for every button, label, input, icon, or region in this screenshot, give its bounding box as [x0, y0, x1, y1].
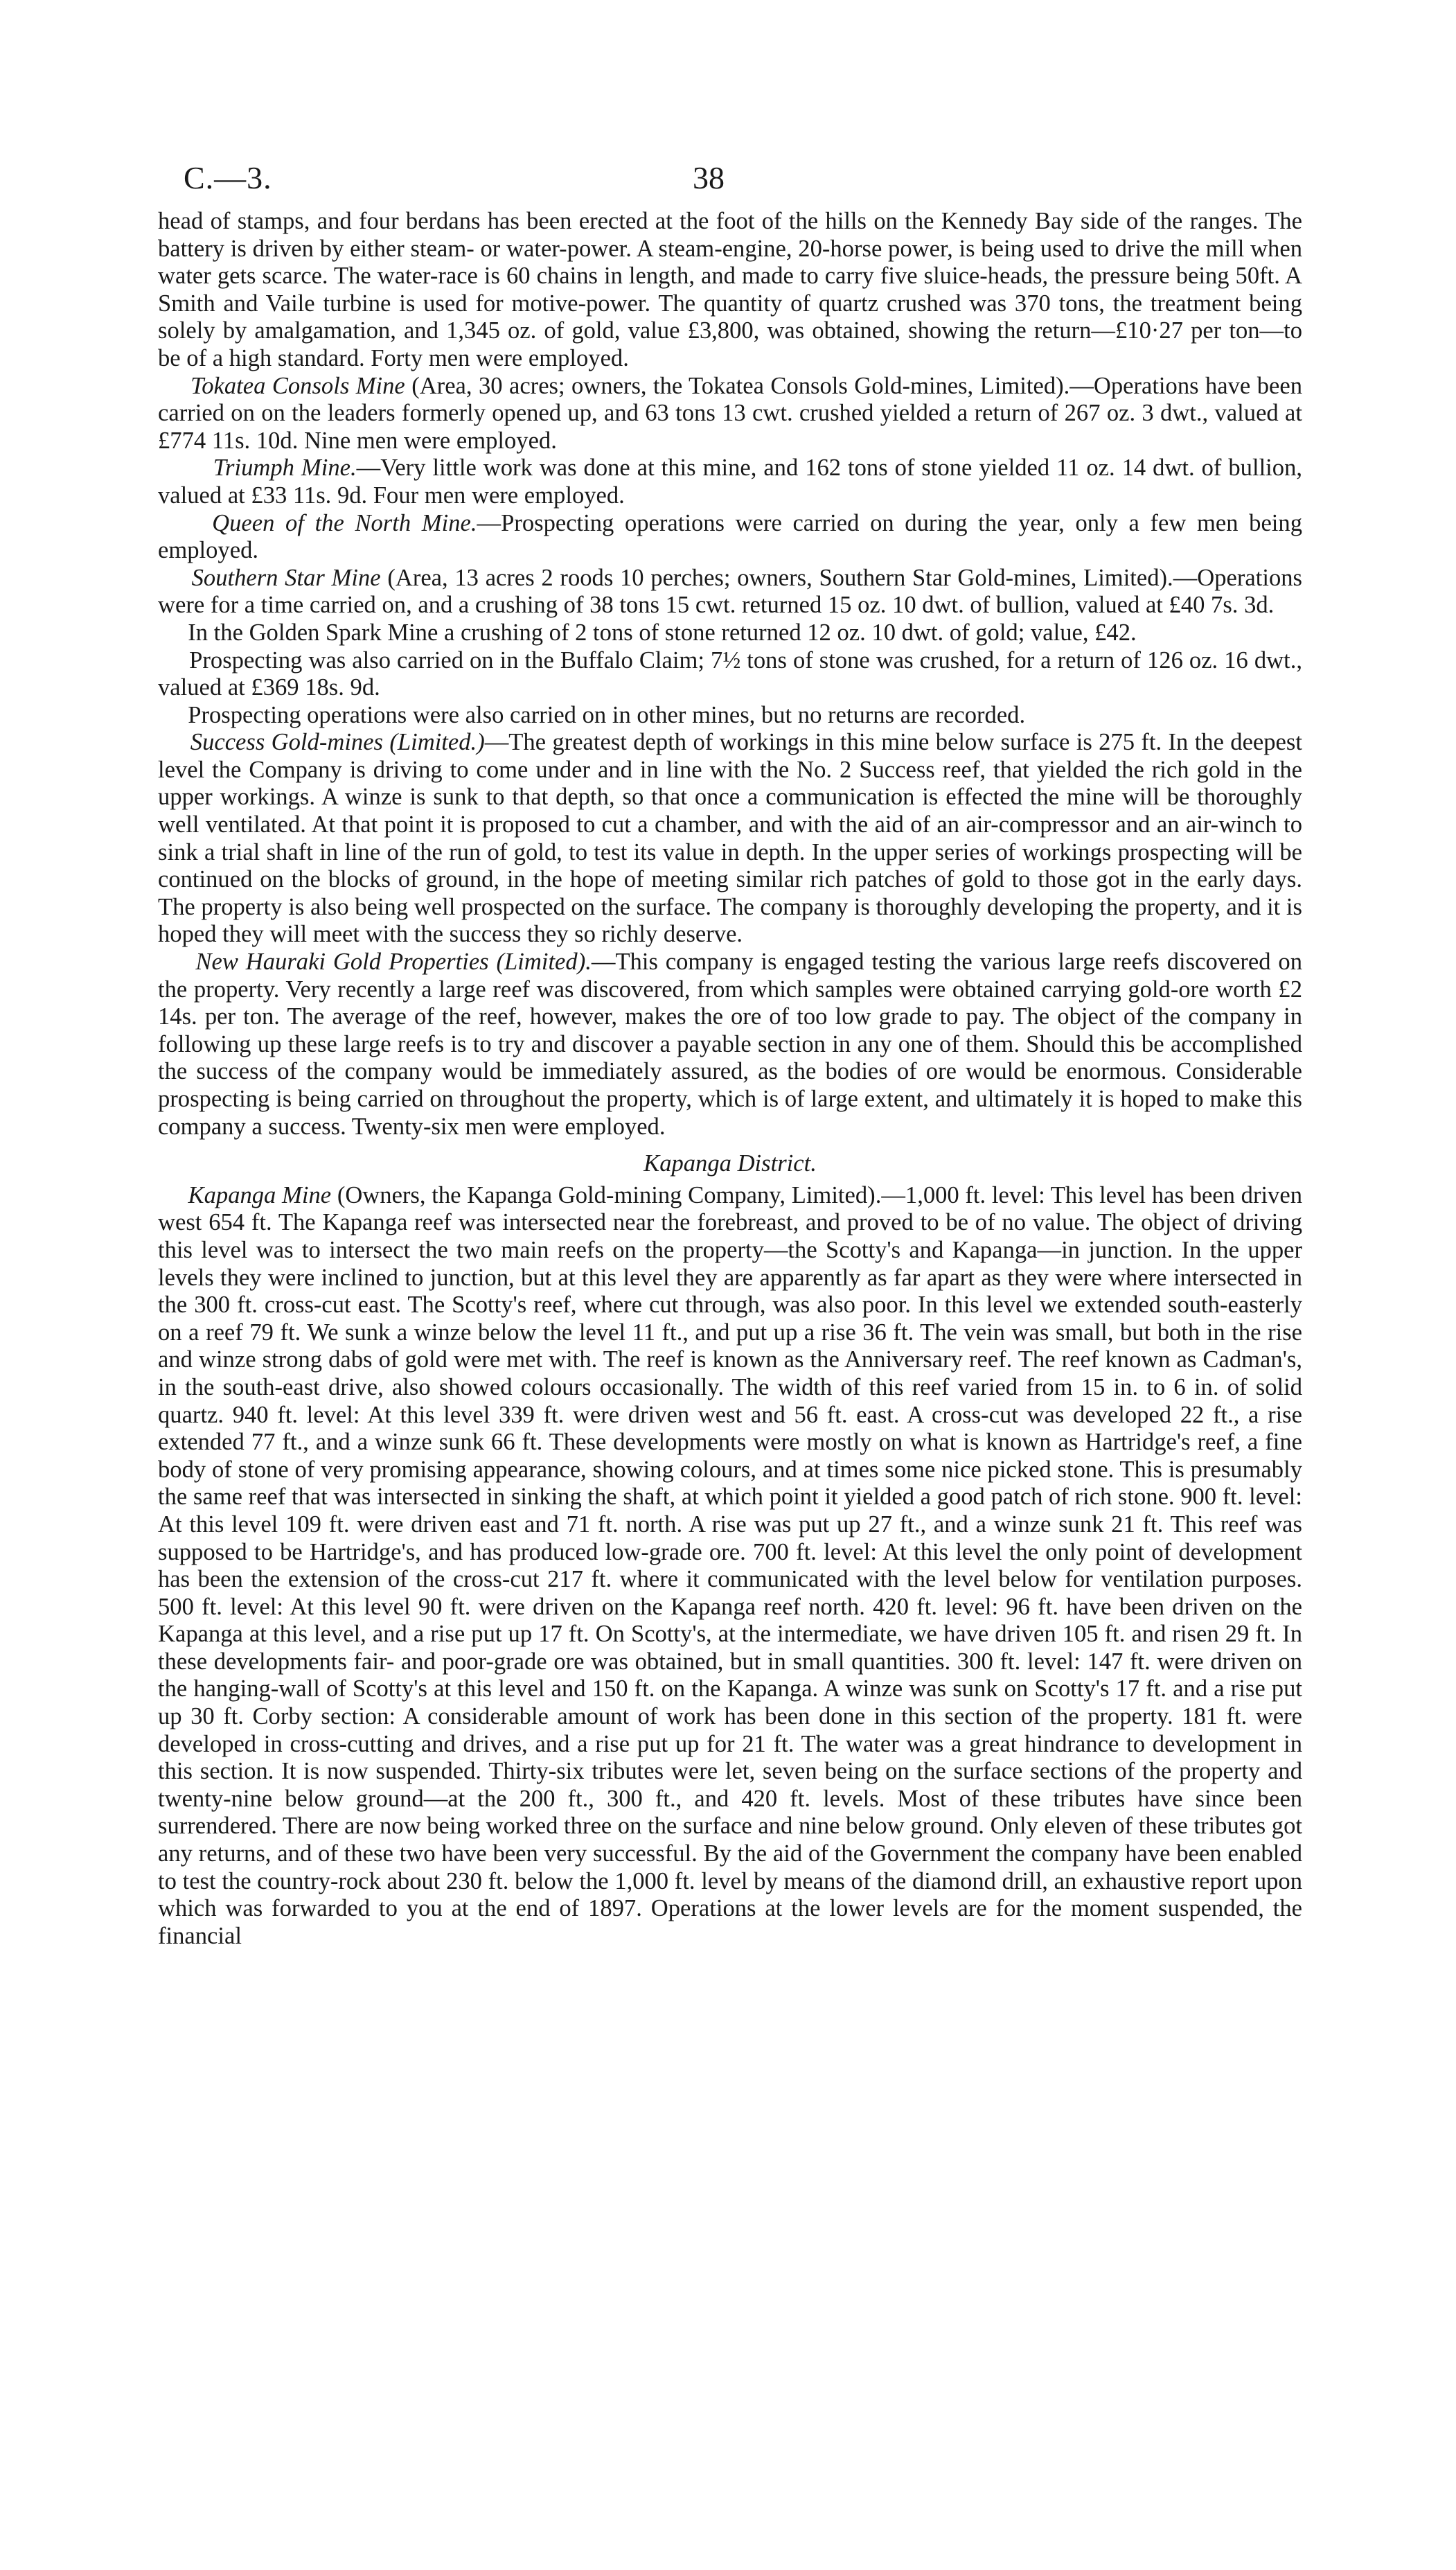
paragraph-text: (Owners, the Kapanga Gold-mining Company, Limited).—1,000 ft. level: This level has been driven west 654 ft. The Kapanga reef was intersected near the forebreast, and proved to be of no value. The object of driving this level was to intersect the two main reefs on the property—the Scotty's and Kapanga—in junction. In the upper levels they were inclined to junction, but at this level they are apparently as far apart as they were where intersected in the 300 ft. cross-cut east. The Scotty's reef, where cut through, was also poor. In this level we extended south-easterly on a reef 79 ft. We sunk a winze below the level 11 ft., and put up a rise 36 ft. The vein was small, but both in the rise and winze strong dabs of gold were met with. The reef is known as the Anniversary reef. The reef known as Cadman's, in the south-east drive, also showed colours occasionally. The width of this reef varied from 15 in. to 6 in. of solid quartz. 940 ft. level: At this level 339 ft. were driven west and 56 ft. east. A cross-cut was developed 22 ft., a rise extended 77 ft., and a winze sunk 66 ft. These developments were mostly on what is known as Hartridge's reef, a fine body of stone of very promising appearance, showing colours, and at times some nice picked stone. This is presumably the same reef that was intersected in sinking the shaft, at which point it yielded a good patch of rich stone. 900 ft. level: At this level 109 ft. were driven east and 71 ft. north. A rise was put up 27 ft., and a winze sunk 21 ft. This reef was supposed to be Hartridge's, and has produced low-grade ore. 700 ft. level: At this level the only point of development has been the extension of the cross-cut 217 ft. where it communicated with the level below for ventilation purposes. 500 ft. level: At this level 90 ft. were driven on the Kapanga reef north. 420 ft. level: 96 ft. have been driven on the Kapanga at this level, and a rise put up 17 ft. On Scotty's, at the intermediate, we have driven 105 ft. and risen 29 ft. In these developments fair- and poor-grade ore was obtained, but in small quantities. 300 ft. level: 147 ft. were driven on the hanging-wall of Scotty's at this level and 150 ft. on the Kapanga. A winze was sunk on Scotty's 17 ft. and a rise put up 30 ft. Corby section: A considerable amount of work has been done in this section of the property. 181 ft. were developed in cross-cutting and drives, and a rise put up for 21 ft. The water was a great hindrance to development in this section. It is now suspended. Thirty-six tributes were let, seven being on the surface sections of the property and twenty-nine below ground—at the 200 ft., 300 ft., and 420 ft. levels. Most of these tributes have since been surrendered. There are now being worked three on the surface and nine below ground. Only eleven of these tributes got any returns, and of these two have been very successful. By the aid of the Government the company have been enabled to test the country-rock about 230 ft. below the 1,000 ft. level by means of the diamond drill, an exhaustive report upon which was forwarded to you at the end of 1897. Operations at the lower levels are for the moment suspended, the financial [158, 1181, 1302, 1949]
paragraph [158, 949, 1302, 1141]
mine-name: Triumph Mine. [213, 455, 357, 482]
paragraph-text: —Very little work was done at this mine, and 162 tons of stone yielded 11 oz. 14 dwt. of bullion, valued at £33 11s. 9d. Four men were employed. [158, 455, 1303, 509]
paragraph [158, 208, 1302, 373]
paragraph [158, 455, 1302, 509]
paragraph [158, 729, 1302, 949]
mine-name: Southern Star Mine [191, 564, 381, 591]
paragraph-text: (Area, 30 acres; owners, the Tokatea Consols Gold-mines, Limited).—Operations have been carried on on the leaders formerly opened up, and 63 tons 13 cwt. crushed yielded a return of 267 oz. 3 dwt., valued at £774 11s. 10d. Nine men were employed. [158, 372, 1302, 454]
mine-name: Success Gold-mines (Limited.) [190, 729, 485, 756]
mine-name: Kapanga Mine [188, 1181, 332, 1208]
paragraph [158, 647, 1302, 702]
paragraph [158, 1182, 1302, 1951]
report-code: C.—3. [184, 160, 272, 195]
paragraph [158, 702, 1302, 730]
paragraph-text: head of stamps, and four berdans has been erected at the foot of the hills on the Kennedy Bay side of the ranges. The battery is driven by either steam- or water-power. A steam-engine, 20-horse power, is being used to drive the mill when water gets scarce. The water-race is 60 chains in length, and made to carry five sluice-heads, the pressure being 50ft. A Smith and Vaile turbine is used for motive-power. The quantity of quartz crushed was 370 tons, the treatment being solely by amalgamation, and 1,345 oz. of gold, value £3,800, was obtained, showing the return—£10·27 per ton—to be of a high standard. Forty men were employed. [158, 208, 1302, 371]
paragraph [158, 510, 1302, 565]
paragraph-text: —This company is engaged testing the various large reefs discovered on the property. Very recently a large reef was discovered, from which samples were obtained carrying gold-ore worth £2 14s. per ton. The average of the reef, however, makes the ore of too low grade to pay. The object of the company in following up these large reefs is to try and discover a payable section in any one of them. Should this be accomplished the success of the company would be immediately assured, as the bodies of ore would be enormous. Considerable prospecting is being carried on throughout the property, which is of large extent, and ultimately it is hoped to make this company a success. Twenty-six men were employed. [158, 949, 1302, 1140]
paragraph [158, 373, 1302, 455]
mine-name: Tokatea Consols Mine [190, 372, 405, 399]
body-text [158, 208, 1302, 1950]
paragraph-text: Prospecting was also carried on in the Buffalo Claim; 7½ tons of stone was crushed, for a return of 126 oz. 16 dwt., valued at £369 18s. 9d. [158, 646, 1302, 701]
page-number: 38 [693, 160, 725, 195]
mine-name: Queen of the North Mine. [212, 509, 477, 536]
paragraph-text: —Prospecting operations were carried on during the year, only a few men being employed. [158, 509, 1302, 564]
paragraph-text: In the Golden Spark Mine a crushing of 2 tons of stone returned 12 oz. 10 dwt. of gold; value, £42. [188, 619, 1137, 646]
paragraph-text: Prospecting operations were also carried on in other mines, but no returns are recorded. [188, 701, 1026, 728]
mine-name: New Hauraki Gold Properties (Limited). [195, 949, 592, 976]
paragraph-text: (Area, 13 acres 2 roods 10 perches; owners, Southern Star Gold-mines, Limited).—Operations were for a time carried on, and a crushing of 38 tons 15 cwt. returned 15 oz. 10 dwt. of bullion, valued at £40 7s. 3d. [158, 564, 1302, 619]
paragraph [158, 565, 1302, 619]
section-heading: Kapanga District. [643, 1150, 817, 1177]
paragraph [158, 619, 1302, 647]
paragraph-text: —The greatest depth of workings in this mine below surface is 275 ft. In the deepest level the Company is driving to come under and in line with the No. 2 Success reef, that yielded the rich gold in the upper workings. A winze is sunk to that depth, so that once a communication is effected the mine will be thoroughly well ventilated. At that point it is proposed to cut a chamber, and with the aid of an air-compressor and an air-winch to sink a trial shaft in line of the run of gold, to test its value in depth. In the upper series of workings prospecting will be continued on the blocks of ground, in the hope of meeting similar rich patches of gold to those got in the early days. The property is also being well prospected on the surface. The company is thoroughly developing the property, and it is hoped they will meet with the success they so richly deserve. [158, 729, 1302, 948]
